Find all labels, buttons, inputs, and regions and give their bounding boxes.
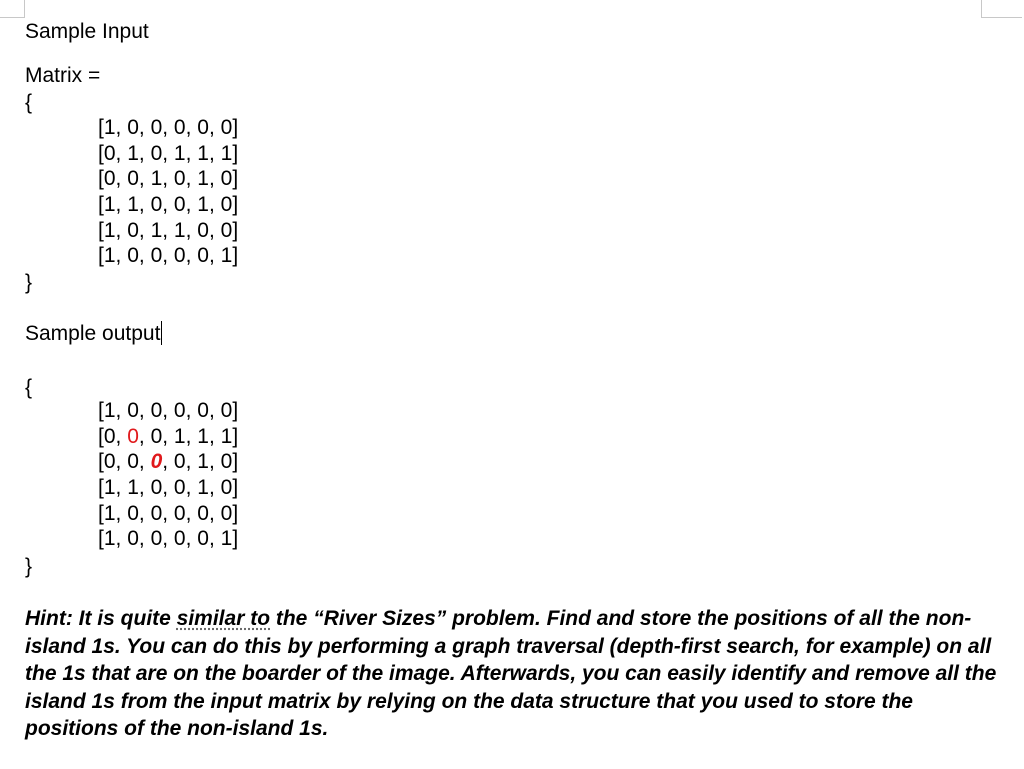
output-matrix bbox=[98, 398, 238, 552]
input-row: [1, 0, 0, 0, 0, 0] bbox=[98, 116, 239, 139]
output-cell: 0 bbox=[220, 476, 233, 500]
output-cell: 1 bbox=[197, 450, 209, 474]
input-cell: 0 bbox=[220, 116, 233, 139]
page-corner-mark-left bbox=[0, 0, 25, 18]
input-matrix bbox=[98, 115, 238, 269]
input-cell: 0 bbox=[173, 193, 186, 217]
input-cell: 1 bbox=[127, 141, 139, 165]
matrix-label: Matrix = bbox=[25, 64, 101, 87]
output-cell: 0 bbox=[173, 450, 186, 474]
input-row: [1, 0, 1, 1, 0, 0] bbox=[98, 218, 239, 242]
output-cell: 0 bbox=[150, 424, 163, 448]
output-cell: 0 bbox=[220, 501, 233, 525]
output-cell: 0 bbox=[150, 476, 163, 500]
output-cell: 1 bbox=[103, 501, 116, 525]
input-cell: 1 bbox=[197, 193, 209, 217]
input-cell: 0 bbox=[173, 116, 186, 139]
output-cell: 0 bbox=[220, 399, 233, 422]
output-row: [0, 0, 0, 1, 1, 1] bbox=[98, 424, 239, 448]
input-cell: 0 bbox=[127, 116, 139, 139]
output-cell: 0 bbox=[150, 527, 163, 551]
input-cell: 1 bbox=[103, 193, 116, 217]
input-cell: 1 bbox=[197, 141, 209, 165]
output-cell: 0 bbox=[197, 399, 209, 422]
input-cell: 1 bbox=[220, 244, 233, 268]
input-cell: 0 bbox=[197, 116, 209, 139]
grammar-squiggle[interactable]: similar to bbox=[176, 607, 271, 630]
input-close-brace: } bbox=[25, 271, 33, 294]
output-cell: 1 bbox=[197, 476, 209, 500]
output-cell: 0 bbox=[173, 527, 186, 551]
input-cell: 0 bbox=[220, 193, 233, 217]
output-cell: 0 bbox=[220, 450, 233, 474]
input-cell: 0 bbox=[220, 218, 233, 242]
output-cell: 0 bbox=[197, 527, 209, 551]
input-cell: 0 bbox=[150, 244, 163, 268]
output-cell: 0 bbox=[197, 501, 209, 525]
output-row: [1, 0, 0, 0, 0, 0] bbox=[98, 399, 239, 422]
input-cell: 0 bbox=[150, 141, 163, 165]
input-cell: 1 bbox=[103, 116, 116, 139]
output-cell: 0 bbox=[173, 399, 186, 422]
input-cell: 0 bbox=[197, 244, 209, 268]
input-cell: 1 bbox=[103, 244, 116, 268]
output-cell: 0 bbox=[150, 450, 163, 474]
input-cell: 0 bbox=[150, 193, 163, 217]
input-cell: 1 bbox=[127, 193, 139, 217]
hint-text-rest: the “River Sizes” problem. Find and store the positions of all the non-island 1s. You can do this by performing a graph traversal (depth-first search, for example) on all the 1s that are on the boarder of the image. Afterwards, you can easily identify and remove all the island 1s from the input matrix by relying on the data structure that you used to store the positions of the non-island 1s. bbox=[25, 607, 997, 741]
output-cell: 0 bbox=[150, 501, 163, 525]
output-row: [0, 0, 0, 0, 1, 0] bbox=[98, 450, 239, 474]
output-close-brace: } bbox=[25, 555, 33, 578]
output-cell: 1 bbox=[220, 527, 233, 551]
input-cell: 0 bbox=[197, 218, 209, 242]
input-row: [1, 0, 0, 0, 0, 1] bbox=[98, 244, 239, 268]
output-cell: 1 bbox=[127, 476, 139, 500]
input-cell: 0 bbox=[127, 244, 139, 268]
output-cell: 1 bbox=[103, 399, 116, 422]
sample-input-heading: Sample Input bbox=[25, 20, 149, 43]
output-cell: 1 bbox=[103, 527, 116, 551]
input-cell: 1 bbox=[150, 167, 163, 191]
output-cell: 1 bbox=[173, 424, 186, 448]
input-cell: 1 bbox=[103, 218, 116, 242]
input-cell: 0 bbox=[103, 141, 116, 165]
text-cursor bbox=[161, 321, 162, 345]
page-corner-mark-right bbox=[981, 0, 1022, 18]
output-cell: 0 bbox=[103, 424, 116, 448]
input-cell: 1 bbox=[173, 218, 186, 242]
input-cell: 0 bbox=[127, 167, 139, 191]
output-row: [1, 0, 0, 0, 0, 0] bbox=[98, 501, 239, 525]
output-row: [1, 1, 0, 0, 1, 0] bbox=[98, 476, 239, 500]
input-open-brace: { bbox=[25, 91, 33, 114]
input-row: [0, 1, 0, 1, 1, 1] bbox=[98, 141, 239, 165]
output-cell: 0 bbox=[103, 450, 116, 474]
input-cell: 0 bbox=[173, 244, 186, 268]
output-cell: 0 bbox=[127, 527, 139, 551]
hint-text-start: Hint: It is quite bbox=[25, 607, 177, 630]
input-cell: 1 bbox=[150, 218, 163, 242]
input-cell: 0 bbox=[173, 167, 186, 191]
hint-paragraph bbox=[25, 605, 1005, 743]
input-cell: 1 bbox=[197, 167, 209, 191]
output-cell: 0 bbox=[173, 476, 186, 500]
output-cell: 1 bbox=[103, 476, 116, 500]
output-cell: 0 bbox=[127, 450, 139, 474]
output-cell: 0 bbox=[173, 501, 186, 525]
input-cell: 0 bbox=[150, 116, 163, 139]
input-cell: 0 bbox=[220, 167, 233, 191]
sample-output-heading-text: Sample output bbox=[25, 322, 161, 345]
input-cell: 0 bbox=[103, 167, 116, 191]
output-cell: 1 bbox=[220, 424, 233, 448]
input-cell: 0 bbox=[127, 218, 139, 242]
input-cell: 1 bbox=[173, 141, 186, 165]
output-cell: 1 bbox=[197, 424, 209, 448]
output-cell: 0 bbox=[150, 399, 163, 422]
input-row: [0, 0, 1, 0, 1, 0] bbox=[98, 167, 239, 191]
output-row: [1, 0, 0, 0, 0, 1] bbox=[98, 527, 239, 551]
input-cell: 1 bbox=[220, 141, 233, 165]
sample-output-heading[interactable] bbox=[25, 321, 162, 347]
output-cell: 0 bbox=[127, 424, 139, 448]
output-open-brace: { bbox=[25, 376, 33, 399]
input-row: [1, 1, 0, 0, 1, 0] bbox=[98, 193, 239, 217]
output-cell: 0 bbox=[127, 399, 139, 422]
output-cell: 0 bbox=[127, 501, 139, 525]
